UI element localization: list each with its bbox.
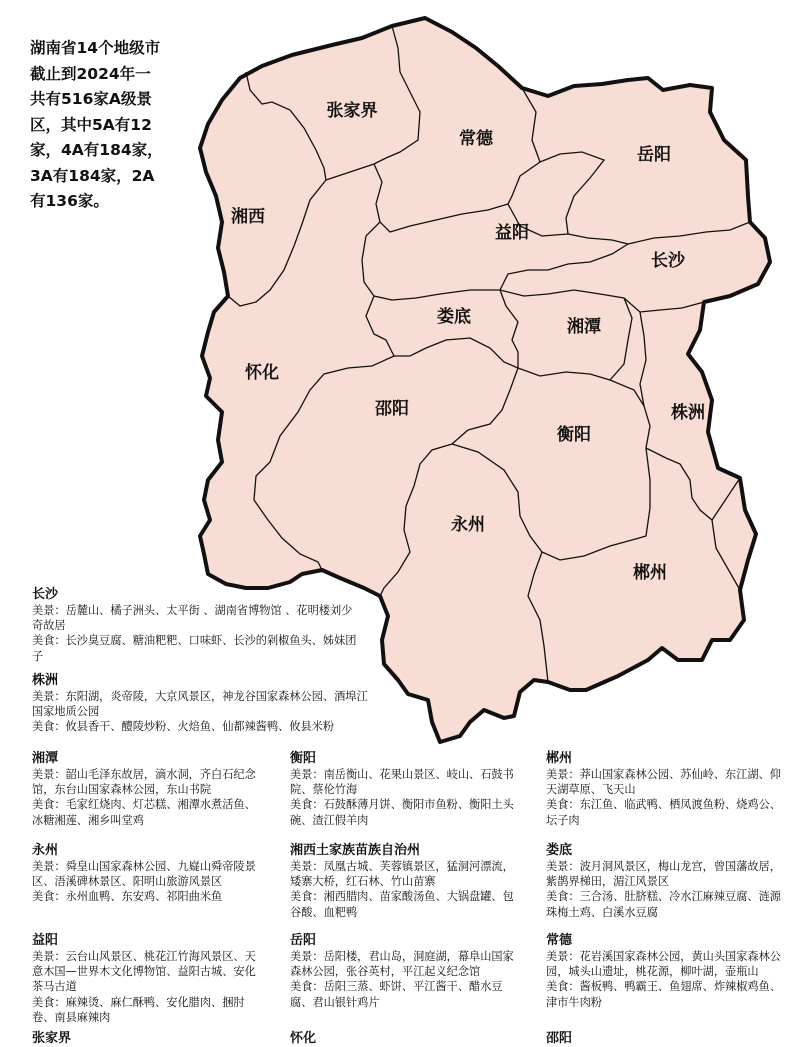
food-text: 美食：酱板鸭、鸭霸王、鱼翅席、炸辣椒鸡鱼、津市牛肉粉	[546, 980, 781, 1009]
food-text: 美食：石鼓酥薄月饼、衡阳市鱼粉、衡阳土头碗、渣江假羊肉	[290, 798, 514, 827]
scenic-text: 美景：岳阳楼，君山岛，洞庭湖，幕阜山国家森林公园，张谷英村，平江起义纪念馆	[290, 950, 514, 979]
region-label: 湘潭	[567, 317, 601, 337]
food-text: 美食：东江鱼、临武鸭、栖凤渡鱼粉、烧鸡公、坛子肉	[546, 798, 781, 827]
city-title: 邵阳	[546, 1031, 573, 1046]
scenic-text: 美景：凤凰古城、芙蓉镇景区，猛洞河漂流，矮寨大桥，红石林、竹山苗寨	[290, 860, 514, 889]
city-title: 湘潭	[32, 751, 59, 766]
scenic-text: 美景：南岳衡山、花果山景区、岐山、石鼓书院、蔡伦竹海	[290, 768, 514, 797]
city-title: 怀化	[290, 1031, 317, 1046]
city-title: 湘西土家族苗族自治州	[290, 843, 421, 858]
info-block-yiyang	[32, 932, 264, 1025]
city-title: 株洲	[32, 673, 59, 688]
region-label: 郴州	[633, 563, 667, 583]
scenic-text: 美景：韶山毛泽东故居，滴水洞，齐白石纪念馆，东台山国家森林公园，东山书院	[32, 768, 256, 797]
info-block-huaihua-cut	[290, 1030, 316, 1047]
region-label: 益阳	[495, 223, 529, 243]
food-text: 美食：永州血鸭、东安鸡、祁阳曲米鱼	[32, 890, 223, 904]
region-label: 张家界	[326, 101, 378, 121]
intro-text: 湖南省14个地级市 截止到2024年一 共有516家A级景 区，其中5A有12 家，4A有184家， 3A有184家，2A 有136家。	[30, 39, 163, 210]
food-text: 美食：湘西腊肉、苗家酸汤鱼、大锅盘罐、包谷酸、血粑鸭	[290, 890, 514, 919]
info-block-xiangtan	[32, 750, 264, 828]
region-label: 岳阳	[637, 145, 671, 165]
region-label: 怀化	[245, 363, 279, 383]
city-title: 益阳	[32, 933, 59, 948]
info-block-shaoyang-cut	[546, 1030, 572, 1047]
city-title: 岳阳	[290, 933, 317, 948]
info-block-yueyang	[290, 932, 522, 1010]
city-title: 长沙	[32, 587, 59, 602]
scenic-text: 美景：岳麓山、橘子洲头、太平街 、湖南省博物馆 、花明楼刘少奇故居	[32, 604, 353, 633]
info-block-changsha	[32, 586, 362, 664]
info-block-hengyang	[290, 750, 522, 828]
food-text: 美食：麻辣烫、麻仁酥鸭、安化腊肉、捆肘卷、南县麻辣肉	[32, 995, 245, 1024]
city-title: 张家界	[32, 1031, 72, 1046]
scenic-text: 美景：东阳湖，炎帝陵，大京风景区，神龙谷国家森林公园、酒埠江国家地质公园	[32, 690, 368, 719]
city-title: 娄底	[546, 843, 573, 858]
region-label: 衡阳	[557, 425, 591, 445]
region-label: 湘西	[231, 207, 265, 227]
food-text: 美食：三合汤、肚脐糕、冷水江麻辣豆腐、涟源珠梅土鸡、白溪水豆腐	[546, 890, 781, 919]
scenic-text: 美景：云台山风景区、桃花江竹海风景区、天意木国—世界木文化博物馆、益阳古城、安化茶马古道	[32, 950, 256, 994]
scenic-text: 美景：波月洞风景区，梅山龙宫，曾国藩故居，紫鹊界梯田，湄江风景区	[546, 860, 781, 889]
info-block-zhangjiajie-cut	[32, 1030, 71, 1047]
region-label: 永州	[451, 515, 485, 535]
info-block-loudi	[546, 842, 782, 920]
region-label: 长沙	[651, 251, 685, 271]
city-title: 衡阳	[290, 751, 317, 766]
food-text: 美食：毛家红烧肉、灯芯糕、湘潭水煮活鱼、冰糖湘莲、湘乡叫堂鸡	[32, 798, 256, 827]
info-block-zhuzhou	[32, 672, 372, 735]
city-title: 郴州	[546, 751, 573, 766]
city-title: 常德	[546, 933, 573, 948]
scenic-text: 美景：莽山国家森林公园、苏仙岭、东江湖、仰天湖草原、飞天山	[546, 768, 781, 797]
info-block-changde	[546, 932, 782, 1010]
info-block-yongzhou	[32, 842, 264, 905]
info-block-chenzhou	[546, 750, 782, 828]
region-label: 株洲	[671, 403, 705, 423]
info-block-xiangxi	[290, 842, 522, 920]
food-text: 美食：岳阳三蒸、虾饼、平江酱干、醋水豆腐、君山银针鸡片	[290, 980, 503, 1009]
scenic-text: 美景：舜皇山国家森林公园、九嶷山舜帝陵景区、浯溪碑林景区、阳明山旅游风景区	[32, 860, 256, 889]
region-label: 邵阳	[375, 399, 409, 419]
food-text: 美食：长沙臭豆腐、糖油粑粑、口味虾、长沙的剁椒鱼头、姊妹团子	[32, 634, 357, 663]
region-label: 常德	[459, 129, 493, 149]
city-title: 永州	[32, 843, 59, 858]
scenic-text: 美景：花岩溪国家森林公园，黄山头国家森林公园，城头山遗址，桃花源，柳叶湖，壶瓶山	[546, 950, 781, 979]
region-label: 娄底	[437, 307, 471, 327]
food-text: 美食：攸县香干、醴陵炒粉、火焙鱼、仙都辣酱鸭、攸县米粉	[32, 720, 335, 734]
